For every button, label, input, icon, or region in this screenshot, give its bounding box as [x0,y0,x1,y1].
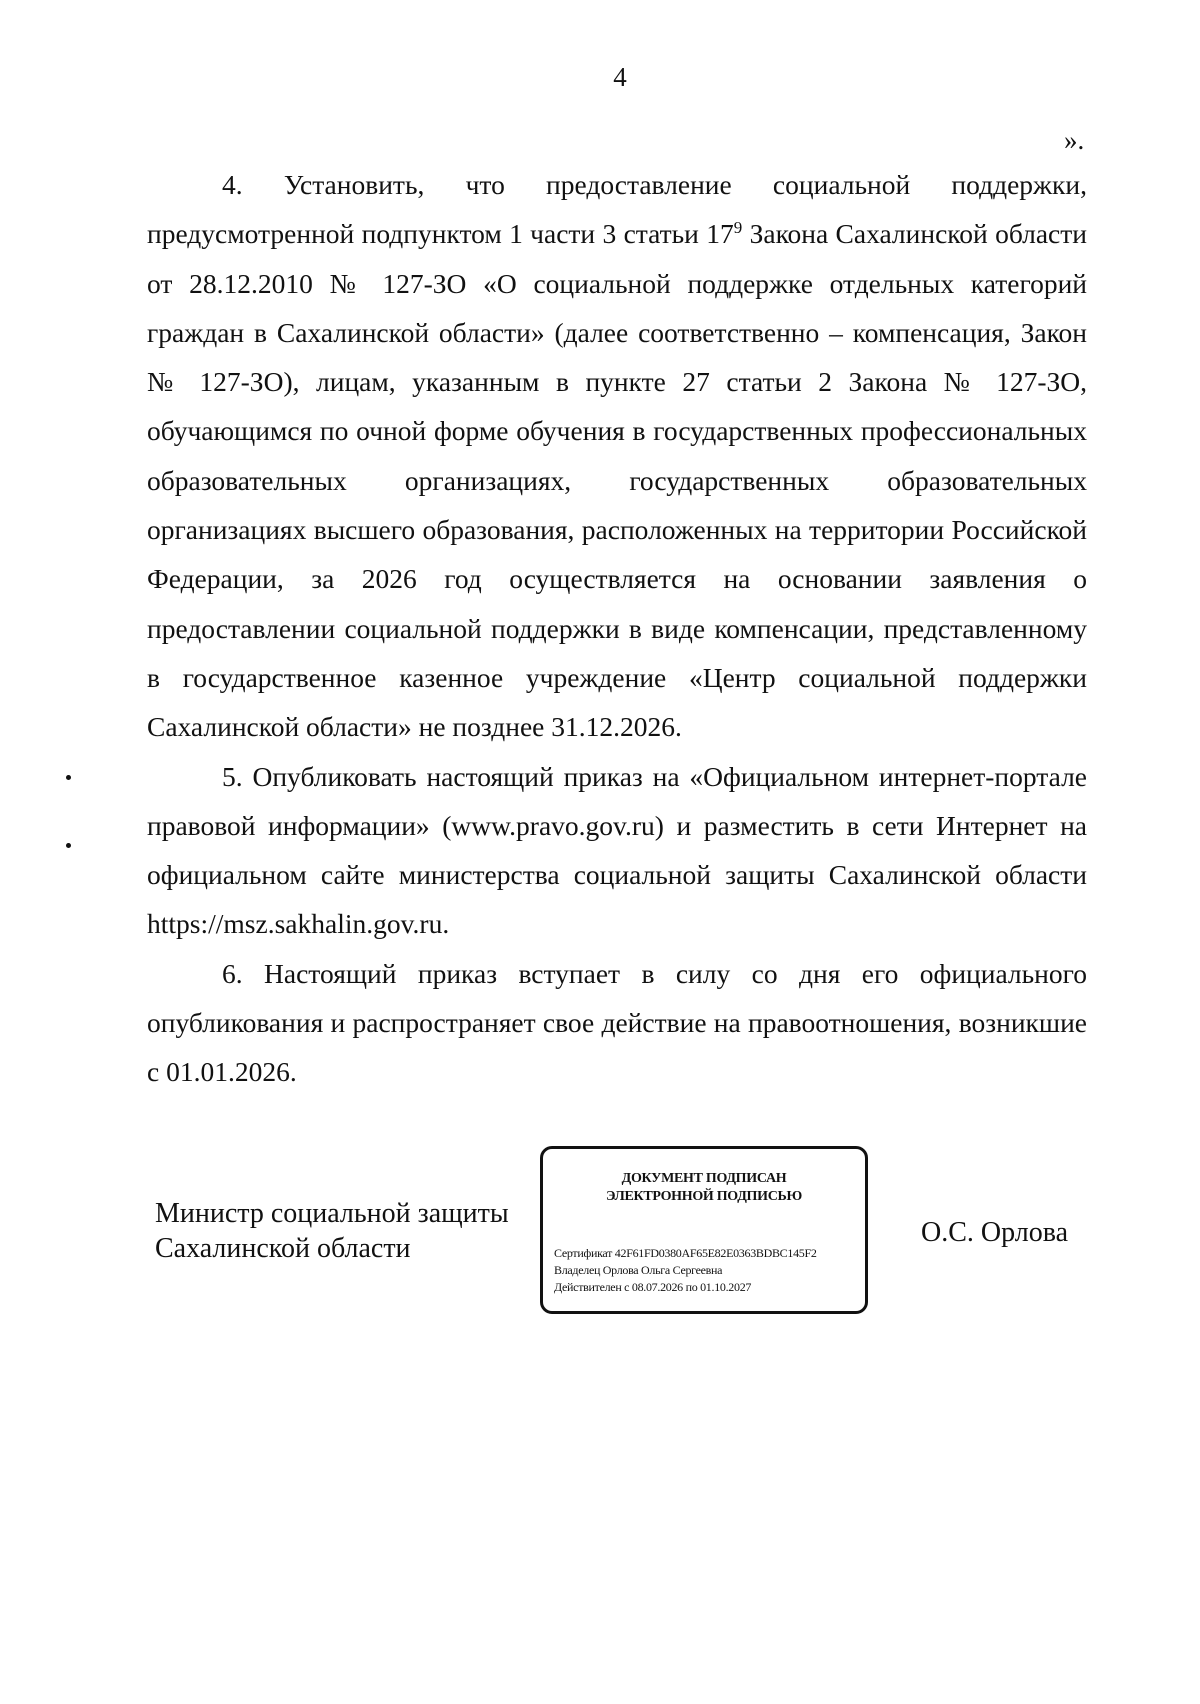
signatory-title [155,1196,509,1266]
paragraph-4-text-start: 4. Установить, что предоставление социальной поддержки, предусмотренной подпунктом 1 части 3 статьи 17 [147,169,1087,250]
stamp-details [554,1245,817,1296]
paragraph-4 [147,160,1087,752]
stamp-owner: Владелец Орлова Ольга Сергеевна [554,1263,723,1277]
paragraph-4-text-end: Закона Сахалинской области от 28.12.2010 № 127-ЗО «О социальной поддержке отдельных категорий граждан в Сахалинской области» (далее соответственно – компенсация, Закон № 127-ЗО), лицам, указанным в пункте 27 статьи 2 Закона № 127-ЗО, обучающимся по очной форме обучения в государственных профессиональных образовательных организациях, государственных образовательных организациях высшего образования, расположенных на территории Российской Федерации, за 2026 год осуществляется на основании заявления о предоставлении социальной поддержки в виде компенсации, представленному в государственное казенное учреждение «Центр социальной поддержки Сахалинской области» не позднее 31.12.2026. [147,218,1087,743]
article-superscript: 9 [733,218,743,238]
paragraph-6: 6. Настоящий приказ вступает в силу со дня его официального опубликования и распространяет свое действие на правоотношения, возникшие с 01.01.2026. [147,957,1087,1088]
signatory-title-line-1: Министр социальной защиты [155,1198,509,1229]
paragraph-5: 5. Опубликовать настоящий приказ на «Официальном интернет-портале правовой информации» (www.pravo.gov.ru) и разместить в сети Интернет на официальном сайте министерства социальной защиты Сахалинской области https://msz.sakhalin.gov.ru. [147,760,1087,940]
page-number: 4 [613,62,627,92]
signatory-title-line-2: Сахалинской области [155,1233,411,1264]
document-body [147,160,1087,1097]
stamp-certificate: Сертификат 42F61FD0380AF65E82E0363BDBC145F2 [554,1246,817,1260]
closing-quote: ». [1064,125,1085,155]
scan-speck [66,843,71,848]
signer-name: О.С. Орлова [921,1217,1068,1248]
electronic-signature-stamp [540,1146,868,1314]
stamp-header [543,1170,865,1206]
stamp-header-line-1: ДОКУМЕНТ ПОДПИСАН [621,1171,787,1186]
stamp-validity: Действителен с 08.07.2026 по 01.10.2027 [554,1280,752,1294]
scan-speck [66,775,71,780]
stamp-header-line-2: ЭЛЕКТРОННОЙ ПОДПИСЬЮ [606,1189,802,1204]
